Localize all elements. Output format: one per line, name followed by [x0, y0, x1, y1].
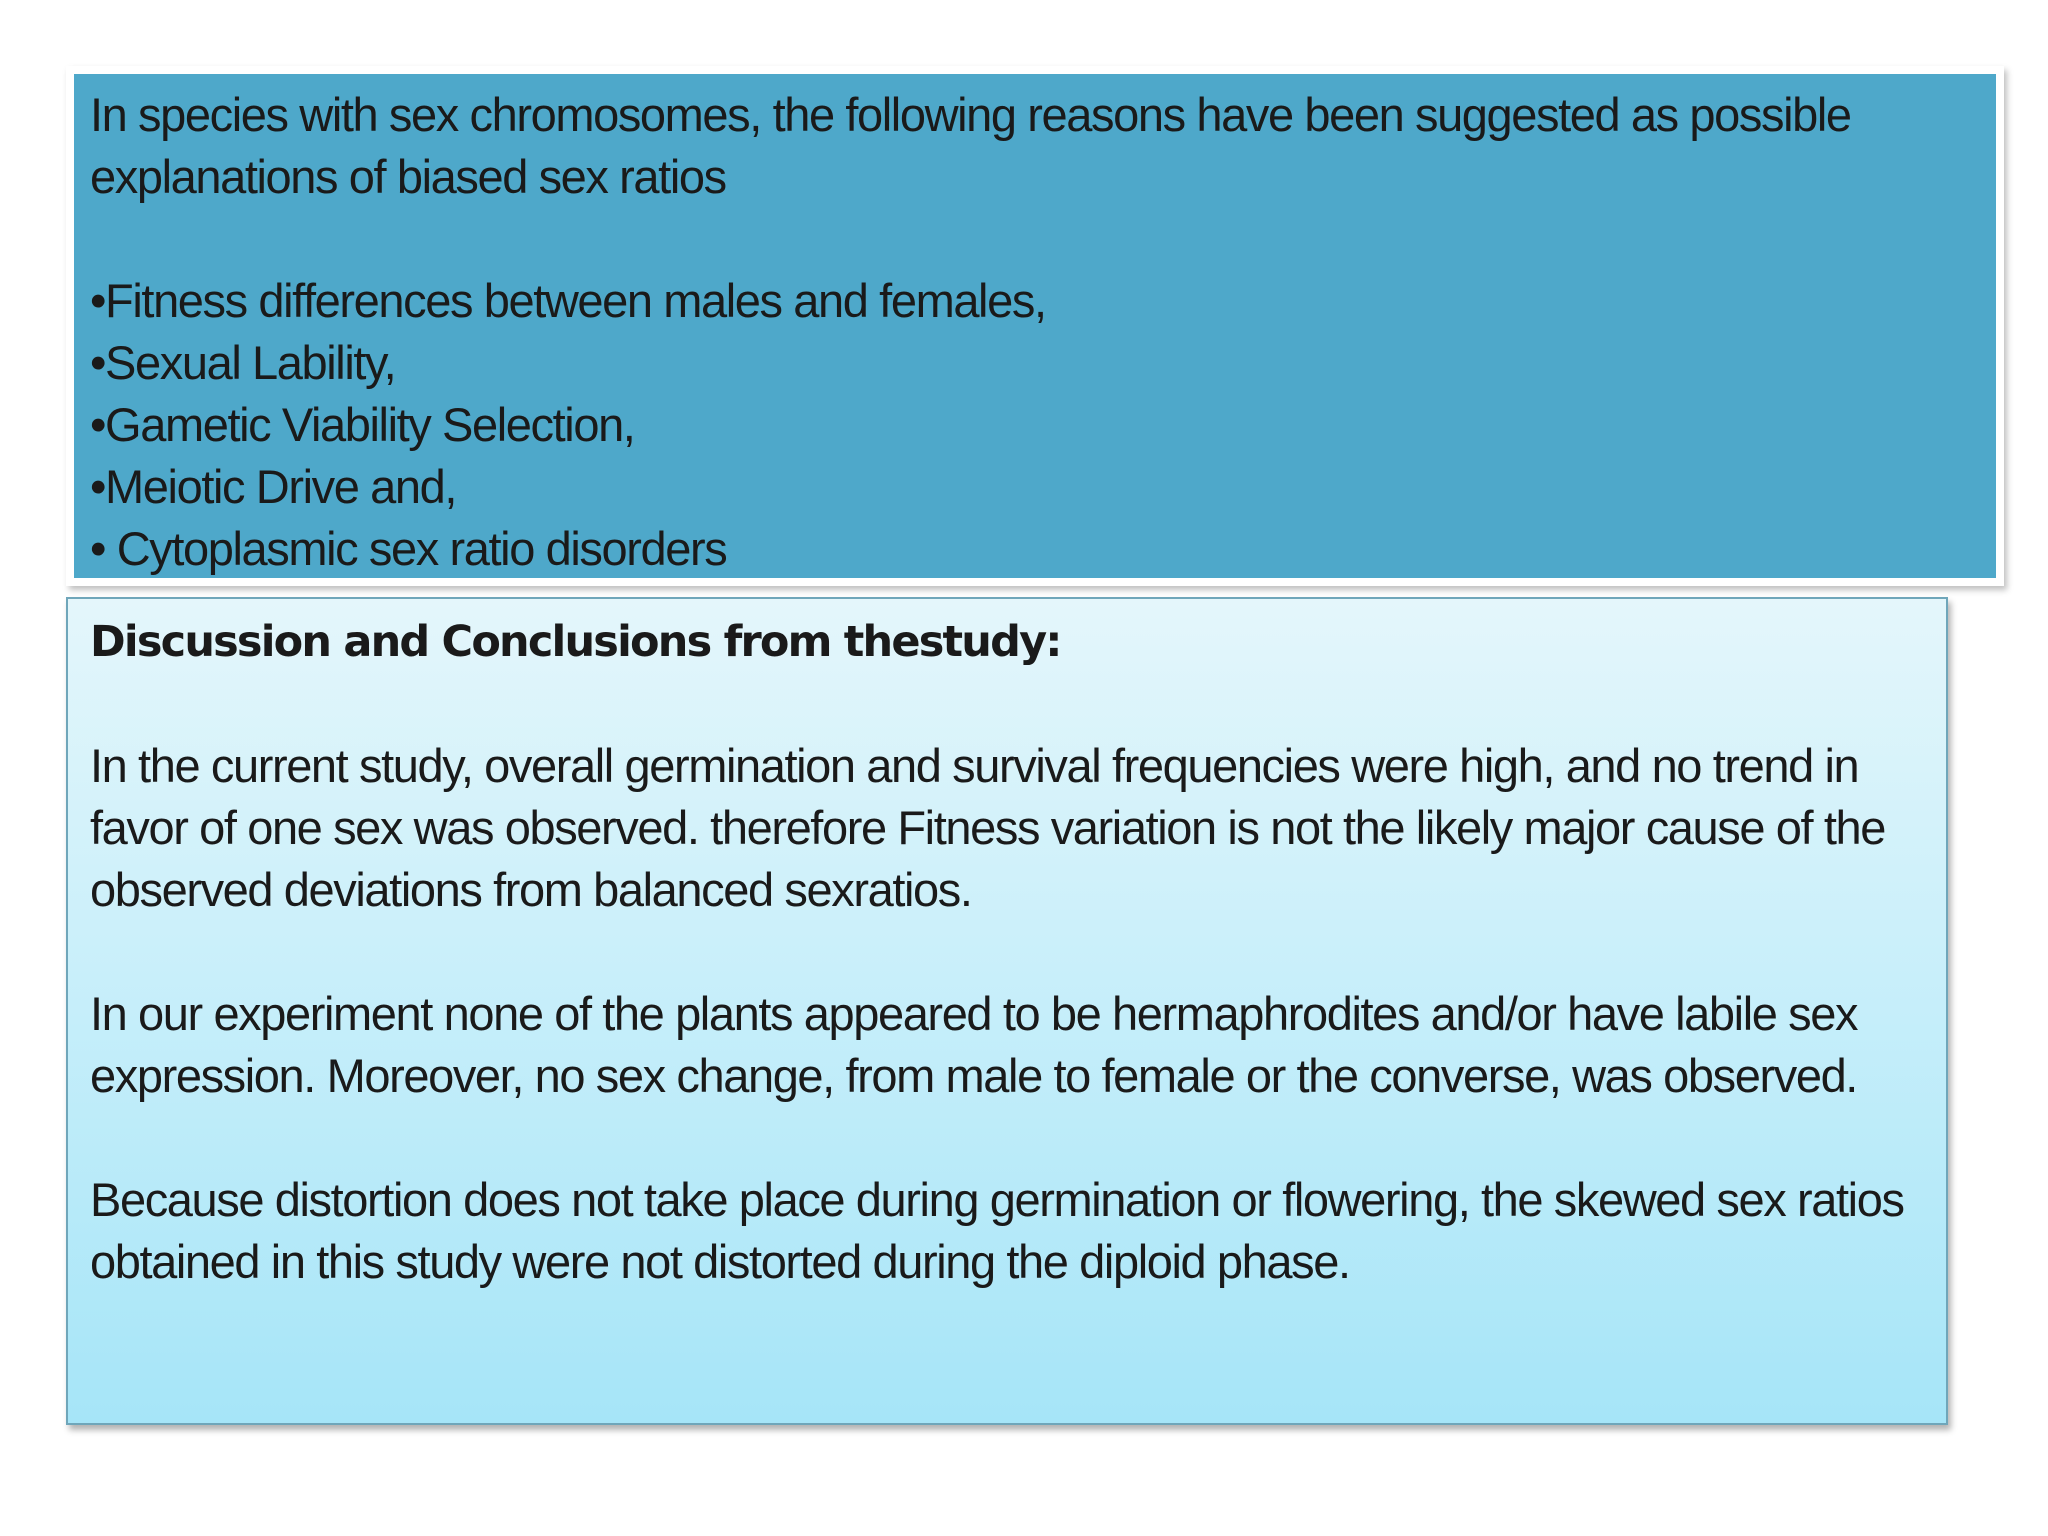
conclusions-panel [66, 597, 1948, 1425]
conclusion-paragraph-lability: In our experiment none of the plants appeared to be hermaphrodites and/or have labile sex expression. Moreover, no sex change, from male to female or the converse, was observed. [90, 987, 1858, 1102]
reason-item-fitness: •Fitness differences between males and females, [90, 274, 1046, 327]
reasons-list [90, 270, 1980, 580]
reasons-panel-content [74, 74, 1996, 578]
conclusion-paragraph-fitness: In the current study, overall germination and survival frequencies were high, and no trend in favor of one sex was observed. therefore Fitness variation is not the likely major cause of the observed deviations from balanced sexratios. [90, 739, 1885, 916]
reason-item-cytoplasmic: • Cytoplasmic sex ratio disorders [90, 522, 727, 575]
reason-item-gametic-selection: •Gametic Viability Selection, [90, 398, 635, 451]
reason-item-meiotic-drive: •Meiotic Drive and, [90, 460, 456, 513]
conclusion-paragraph-diploid-phase: Because distortion does not take place during germination or flowering, the skewed sex ratios obtained in this study were not distorted during the diploid phase. [90, 1173, 1904, 1288]
conclusions-heading: Discussion and Conclusions from thestudy: [90, 617, 1061, 667]
reasons-intro: In species with sex chromosomes, the following reasons have been suggested as possible explanations of biased sex ratios [90, 88, 1851, 203]
reasons-panel [66, 66, 2004, 586]
reason-item-lability: •Sexual Lability, [90, 336, 396, 389]
